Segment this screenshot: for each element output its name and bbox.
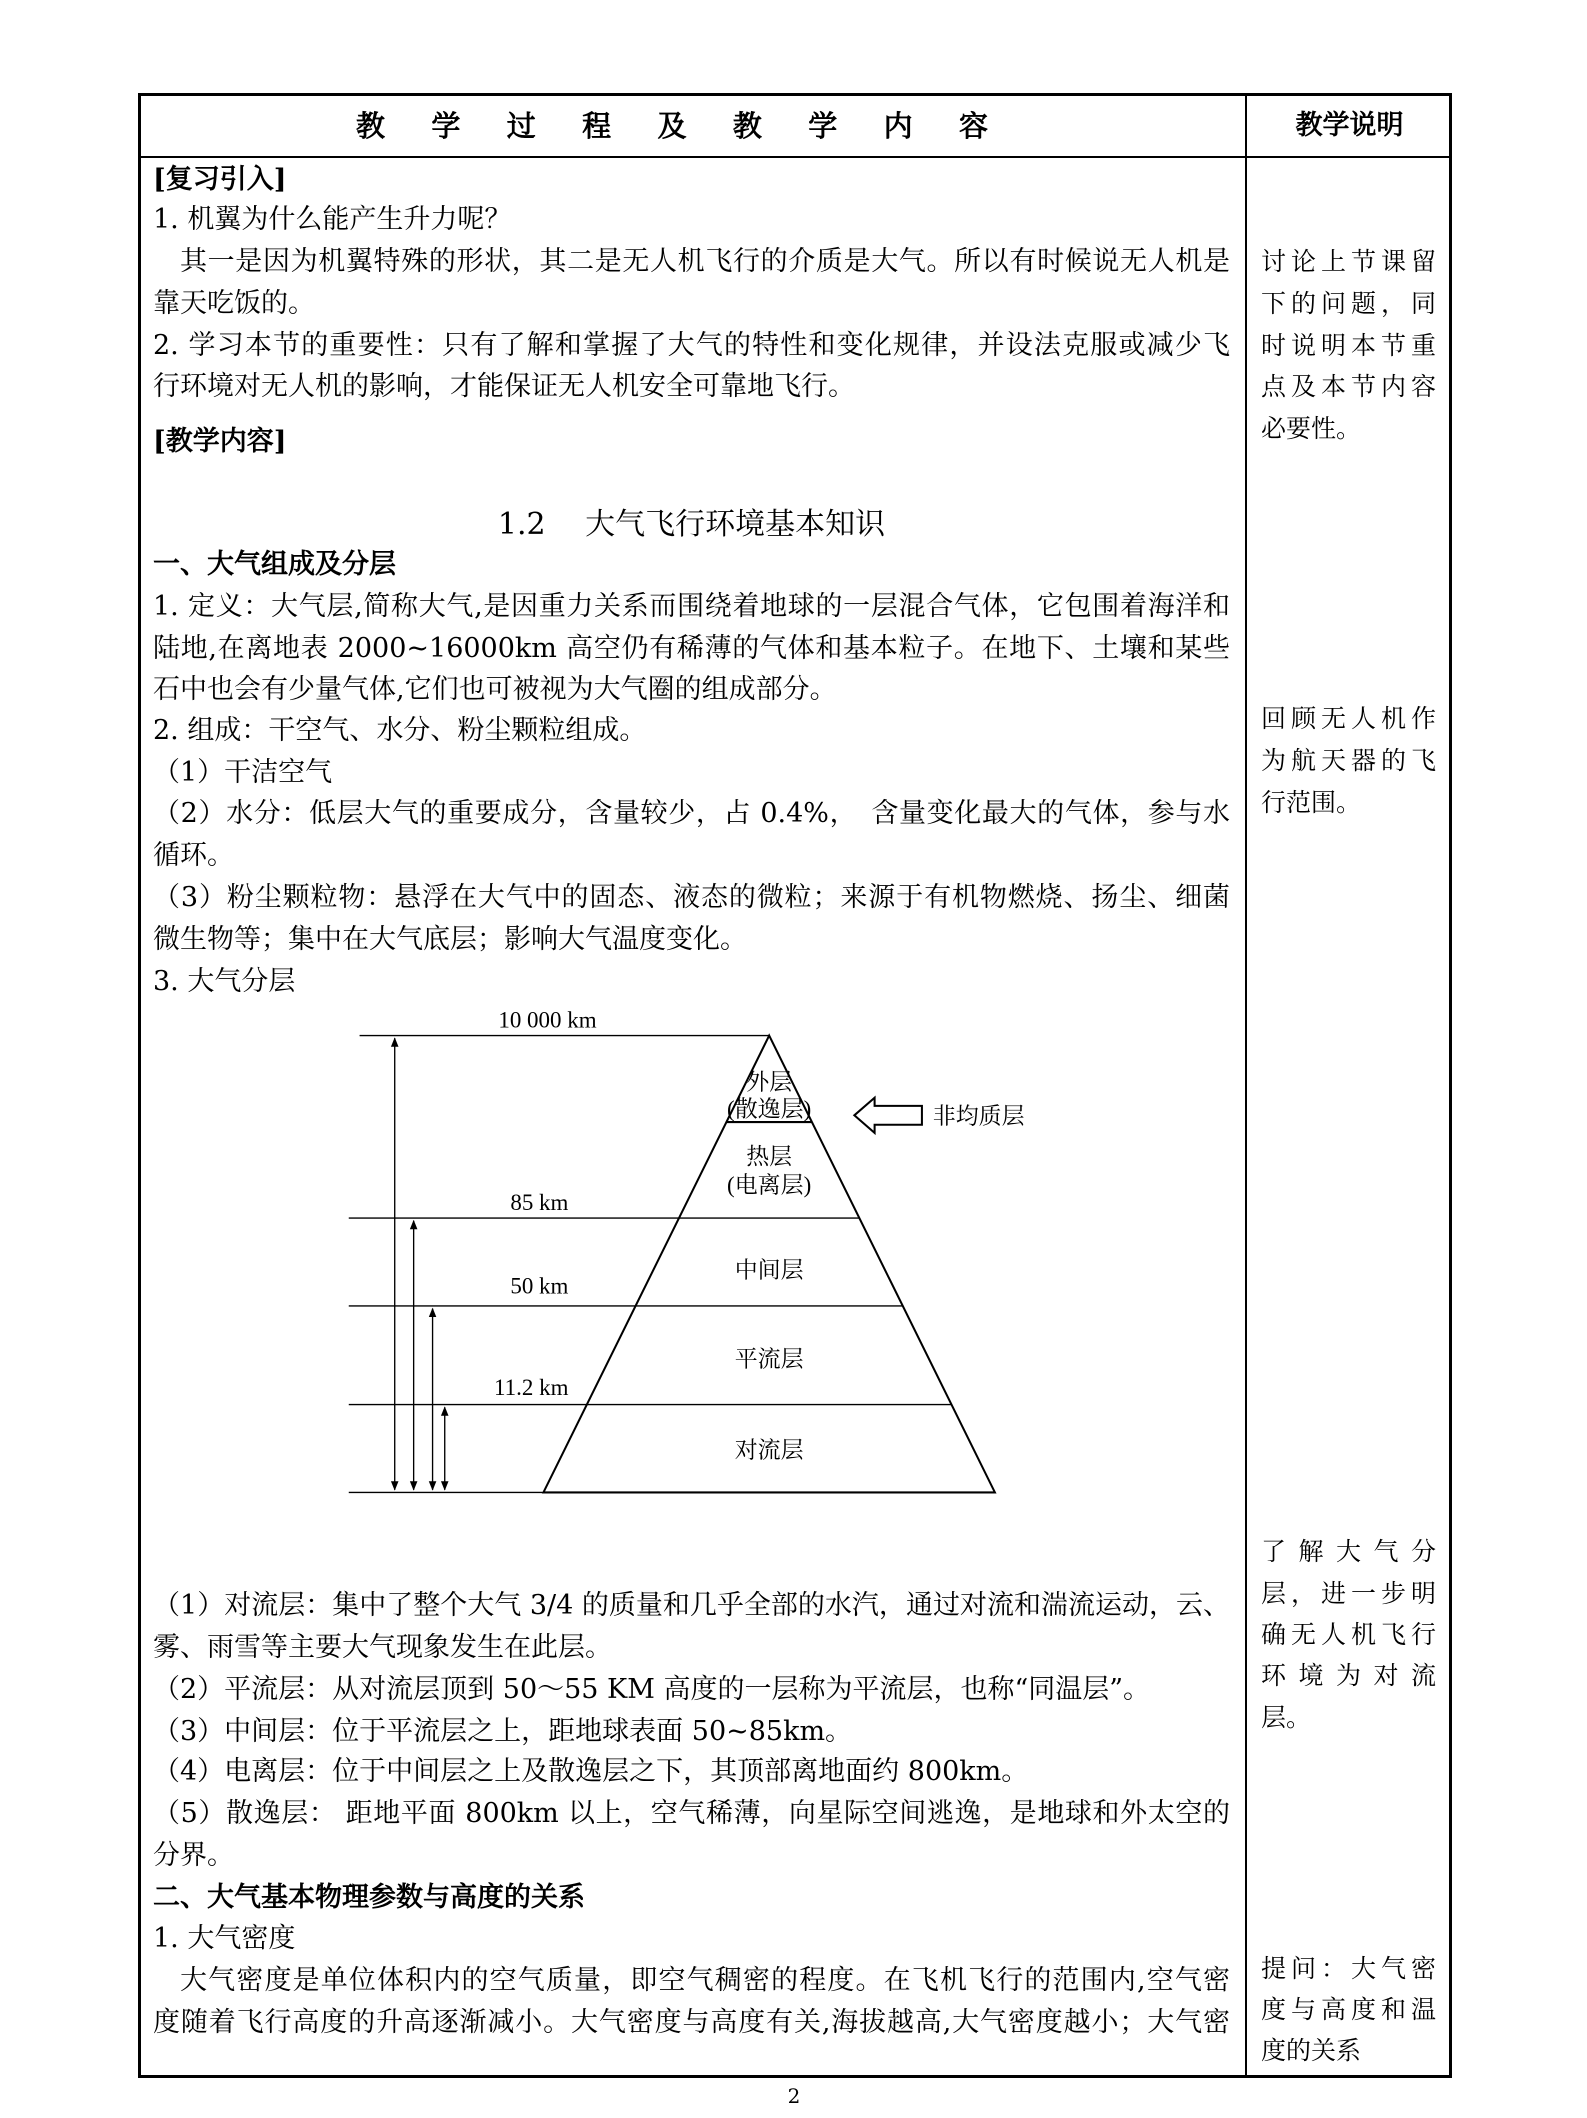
text-line: 1. 定义：大气层,简称大气,是因重力关系而围绕着地球的一层混合气体，它包围着海洋和 <box>153 591 1230 622</box>
note-line: 点及本节内容 <box>1261 372 1436 401</box>
content-title: [教学内容] <box>153 426 287 457</box>
text-line: 靠天吃饭的。 <box>153 288 315 319</box>
review-title: [复习引入] <box>153 164 287 195</box>
heterosphere-label: 非均质层 <box>932 1103 1025 1129</box>
note-line: 为航天器的飞 <box>1261 746 1436 775</box>
note-line: 提问：大气密 <box>1261 1954 1436 1983</box>
note-line: 讨论上节课留 <box>1261 247 1436 276</box>
text-line: （3）中间层：位于平流层之上，距地球表面 50~85km。 <box>153 1716 853 1747</box>
altitude-label: 50 km <box>510 1273 569 1299</box>
layer-label: 对流层 <box>734 1437 804 1463</box>
note-line: 度与高度和温 <box>1261 1995 1436 2024</box>
note-line: 度的关系 <box>1261 2036 1362 2065</box>
text-line: 2. 学习本节的重要性：只有了解和掌握了大气的特性和变化规律，并设法克服或减少飞 <box>153 330 1230 361</box>
note-line: 了解大气分 <box>1261 1537 1436 1566</box>
text-line: 分界。 <box>153 1840 234 1871</box>
text-line: 2. 组成：干空气、水分、粉尘颗粒组成。 <box>153 715 647 746</box>
text-line: 3. 大气分层 <box>153 966 296 997</box>
column-divider <box>1245 93 1247 2078</box>
text-line: （2）水分：低层大气的重要成分，含量较少，占 0.4%， 含量变化最大的气体，参与水 <box>153 798 1230 829</box>
text-line: 微生物等；集中在大气底层；影响大气温度变化。 <box>153 924 747 955</box>
layer-label: (电离层) <box>727 1172 812 1198</box>
text-line: （3）粉尘颗粒物：悬浮在大气中的固态、液态的微粒；来源于有机物燃烧、扬尘、细菌 <box>153 882 1230 913</box>
text-line: （1）对流层：集中了整个大气 3/4 的质量和几乎全部的水汽，通过对流和湍流运动，云、 <box>153 1590 1230 1621</box>
text-line: （1）干洁空气 <box>153 757 333 788</box>
text-line: 循环。 <box>153 840 234 871</box>
altitude-label: 11.2 km <box>494 1375 569 1401</box>
note-line: 层，进一步明 <box>1261 1579 1436 1608</box>
text-line: 雾、雨雪等主要大气现象发生在此层。 <box>153 1632 612 1663</box>
note-line: 回顾无人机作 <box>1261 704 1436 733</box>
text-line: 行环境对无人机的影响，才能保证无人机安全可靠地飞行。 <box>153 371 855 402</box>
text-line: 大气密度是单位体积内的空气质量，即空气稠密的程度。在飞机飞行的范围内,空气密 <box>180 1965 1230 1996</box>
text-line: 度随着飞行高度的升高逐渐减小。大气密度与高度有关,海拔越高,大气密度越小；大气密 <box>153 2007 1230 2038</box>
text-line: （5）散逸层： 距地平面 800km 以上，空气稀薄，向星际空间逃逸，是地球和外太空的 <box>153 1798 1230 1829</box>
part2-title: 二、大气基本物理参数与高度的关系 <box>153 1882 585 1913</box>
text-line: （2）平流层：从对流层顶到 50～55 KM 高度的一层称为平流层，也称“同温层”。 <box>153 1674 1151 1705</box>
page-number: 2 <box>787 2084 801 2108</box>
altitude-label: 85 km <box>510 1189 569 1215</box>
header-divider <box>138 156 1452 158</box>
text-line: 陆地,在离地表 2000~16000km 高空仍有稀薄的气体和基本粒子。在地下、土壤和某些 <box>153 633 1230 664</box>
note-line: 确无人机飞行 <box>1261 1620 1436 1649</box>
text-line: 石中也会有少量气体,它们也可被视为大气圈的组成部分。 <box>153 674 837 705</box>
header-teaching-content: 教学过程及教学内容 <box>356 109 988 143</box>
header-teaching-notes: 教学说明 <box>1295 110 1404 141</box>
text-line: 1. 机翼为什么能产生升力呢？ <box>153 204 512 235</box>
note-line: 时说明本节重 <box>1261 331 1436 360</box>
note-line: 行范围。 <box>1261 788 1362 817</box>
altitude-label: 10 000 km <box>498 1007 597 1033</box>
section-title: 1.2 大气飞行环境基本知识 <box>497 507 886 542</box>
text-line: 1. 大气密度 <box>153 1923 296 1954</box>
note-line: 必要性。 <box>1261 414 1362 443</box>
note-line: 下的问题，同 <box>1261 289 1436 318</box>
note-line: 层。 <box>1261 1703 1312 1732</box>
layer-label: 外层 <box>746 1069 793 1095</box>
layer-label: (散逸层) <box>727 1096 812 1122</box>
layer-label: 平流层 <box>734 1346 804 1372</box>
text-line: （4）电离层：位于中间层之上及散逸层之下，其顶部离地面约 800km。 <box>153 1756 1029 1787</box>
note-line: 环境为对流 <box>1261 1661 1436 1690</box>
layer-label: 中间层 <box>734 1257 804 1283</box>
part1-title: 一、大气组成及分层 <box>153 549 396 580</box>
text-line: 其一是因为机翼特殊的形状，其二是无人机飞行的介质是大气。所以有时候说无人机是 <box>180 246 1230 277</box>
layer-label: 热层 <box>746 1143 793 1169</box>
